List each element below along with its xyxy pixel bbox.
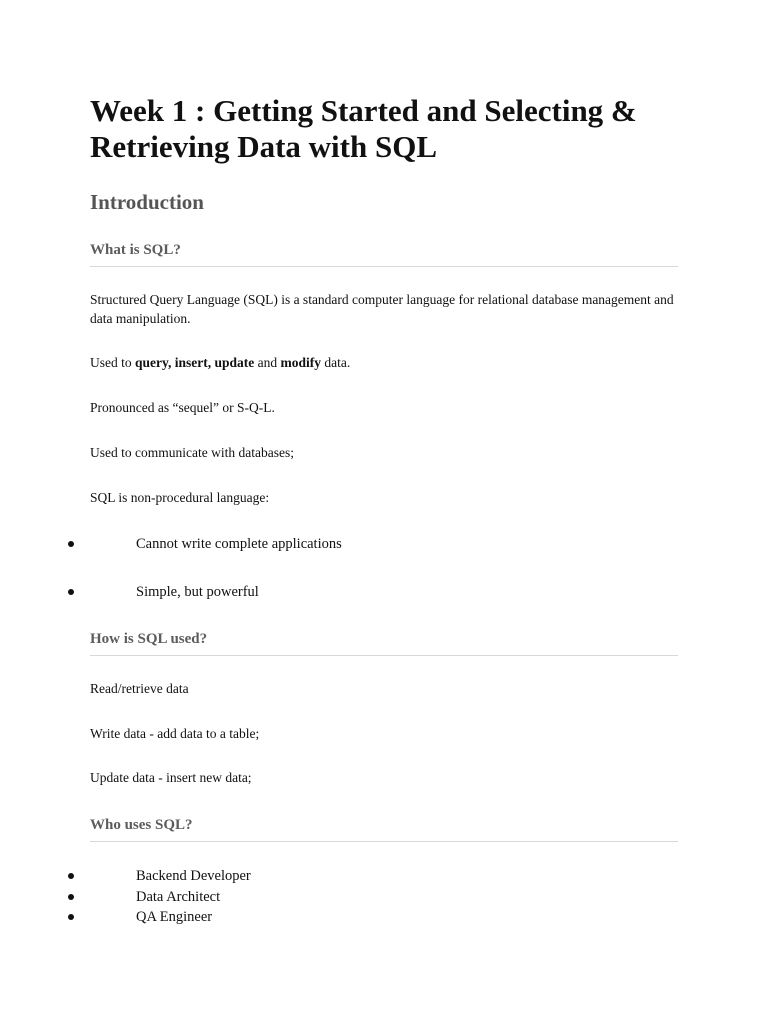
document-title: Week 1 : Getting Started and Selecting & Retrieving Data with SQL	[90, 93, 637, 164]
list-item: Write data - add data to a table;	[90, 726, 260, 741]
bullet-dot	[68, 541, 74, 547]
subheading-who-uses-sql: Who uses SQL?	[90, 817, 193, 833]
sql-communicate: Used to communicate with databases;	[90, 445, 294, 460]
section-heading-introduction: Introduction	[90, 190, 204, 214]
used-to-bold-verbs: query, insert, update	[135, 355, 255, 370]
bullet-dot	[68, 914, 74, 920]
list-item: Cannot write complete applications	[136, 536, 342, 552]
subheading-what-is-sql: What is SQL?	[90, 242, 181, 258]
list-item: Simple, but powerful	[136, 584, 259, 600]
heading-divider	[90, 266, 678, 267]
bullet-dot	[68, 873, 74, 879]
used-to-prefix: Used to	[90, 355, 135, 370]
sql-non-procedural: SQL is non-procedural language:	[90, 490, 270, 505]
list-item: Update data - insert new data;	[90, 770, 252, 785]
sql-definition: Structured Query Language (SQL) is a standard computer language for relational database management and data manipulation.	[90, 292, 674, 326]
used-to-bold-modify: modify	[280, 355, 322, 370]
subheading-how-is-sql-used: How is SQL used?	[90, 631, 208, 647]
heading-divider	[90, 655, 678, 656]
list-item: QA Engineer	[136, 909, 213, 925]
sql-used-to	[90, 353, 680, 372]
used-to-suffix: data.	[321, 355, 351, 370]
list-item: Backend Developer	[136, 868, 251, 884]
list-item: Read/retrieve data	[90, 681, 189, 696]
sql-pronounced: Pronounced as “sequel” or S-Q-L.	[90, 400, 275, 415]
bullet-dot	[68, 589, 74, 595]
bullet-dot	[68, 894, 74, 900]
used-to-middle: and	[254, 355, 281, 370]
heading-divider	[90, 841, 678, 842]
list-item: Data Architect	[136, 889, 221, 905]
